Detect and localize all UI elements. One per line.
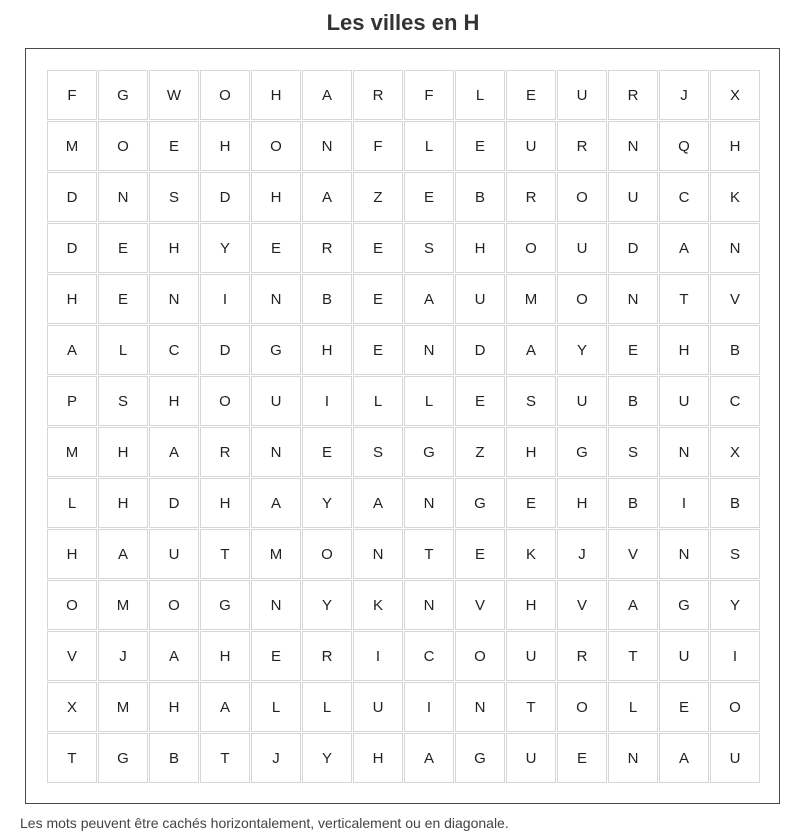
grid-cell[interactable]: N bbox=[404, 580, 454, 630]
grid-cell[interactable]: V bbox=[557, 580, 607, 630]
grid-cell[interactable]: H bbox=[149, 376, 199, 426]
grid-cell[interactable]: O bbox=[149, 580, 199, 630]
grid-cell[interactable]: C bbox=[659, 172, 709, 222]
grid-cell[interactable]: I bbox=[710, 631, 760, 681]
grid-cell[interactable]: C bbox=[710, 376, 760, 426]
grid-cell[interactable]: C bbox=[404, 631, 454, 681]
grid-cell[interactable]: G bbox=[455, 478, 505, 528]
grid-cell[interactable]: X bbox=[710, 427, 760, 477]
grid-cell[interactable]: H bbox=[98, 478, 148, 528]
grid-cell[interactable]: R bbox=[506, 172, 556, 222]
grid-cell[interactable]: E bbox=[149, 121, 199, 171]
grid-cell[interactable]: L bbox=[608, 682, 658, 732]
grid-cell[interactable]: R bbox=[302, 631, 352, 681]
grid-cell[interactable]: O bbox=[200, 70, 250, 120]
grid-cell[interactable]: A bbox=[251, 478, 301, 528]
grid-cell[interactable]: O bbox=[557, 172, 607, 222]
grid-cell[interactable]: H bbox=[302, 325, 352, 375]
grid-cell[interactable]: G bbox=[98, 70, 148, 120]
grid-cell[interactable]: H bbox=[200, 478, 250, 528]
grid-cell[interactable]: N bbox=[251, 580, 301, 630]
grid-cell[interactable]: A bbox=[608, 580, 658, 630]
grid-cell[interactable]: D bbox=[200, 325, 250, 375]
grid-cell[interactable]: A bbox=[659, 733, 709, 783]
grid-cell[interactable]: H bbox=[149, 682, 199, 732]
grid-cell[interactable]: F bbox=[353, 121, 403, 171]
grid-cell[interactable]: E bbox=[659, 682, 709, 732]
grid-cell[interactable]: A bbox=[302, 70, 352, 120]
grid-cell[interactable]: E bbox=[506, 478, 556, 528]
grid-cell[interactable]: D bbox=[47, 223, 97, 273]
grid-cell[interactable]: R bbox=[608, 70, 658, 120]
grid-cell[interactable]: T bbox=[506, 682, 556, 732]
grid-cell[interactable]: M bbox=[251, 529, 301, 579]
grid-cell[interactable]: T bbox=[608, 631, 658, 681]
page-title: Les villes en H bbox=[326, 10, 480, 35]
grid-cell[interactable]: E bbox=[353, 274, 403, 324]
grid-cell[interactable]: H bbox=[200, 631, 250, 681]
grid-cell[interactable]: V bbox=[455, 580, 505, 630]
grid-cell[interactable]: U bbox=[506, 631, 556, 681]
grid-cell[interactable]: Y bbox=[302, 478, 352, 528]
grid-cell[interactable]: J bbox=[98, 631, 148, 681]
grid-cell[interactable]: H bbox=[506, 580, 556, 630]
grid-cell[interactable]: R bbox=[302, 223, 352, 273]
grid-cell[interactable]: S bbox=[404, 223, 454, 273]
grid-cell[interactable]: U bbox=[506, 121, 556, 171]
grid-cell[interactable]: G bbox=[404, 427, 454, 477]
grid-cell[interactable]: A bbox=[149, 631, 199, 681]
grid-cell[interactable]: B bbox=[302, 274, 352, 324]
grid-cell[interactable]: D bbox=[149, 478, 199, 528]
grid-cell[interactable]: I bbox=[200, 274, 250, 324]
grid-cell[interactable]: J bbox=[557, 529, 607, 579]
grid-cell[interactable]: U bbox=[659, 631, 709, 681]
grid-cell[interactable]: H bbox=[455, 223, 505, 273]
grid-cell[interactable]: G bbox=[557, 427, 607, 477]
grid-cell[interactable]: O bbox=[455, 631, 505, 681]
grid-cell[interactable]: U bbox=[710, 733, 760, 783]
grid-cell[interactable]: L bbox=[404, 376, 454, 426]
grid-cell[interactable]: X bbox=[710, 70, 760, 120]
grid-cell[interactable]: V bbox=[47, 631, 97, 681]
grid-cell[interactable]: B bbox=[455, 172, 505, 222]
grid-cell[interactable]: N bbox=[608, 733, 658, 783]
grid-cell[interactable]: R bbox=[353, 70, 403, 120]
grid-cell[interactable]: N bbox=[404, 325, 454, 375]
grid-cell[interactable]: N bbox=[251, 427, 301, 477]
grid-cell[interactable]: U bbox=[557, 223, 607, 273]
grid-cell[interactable]: E bbox=[455, 529, 505, 579]
grid-cell[interactable]: H bbox=[200, 121, 250, 171]
grid-cell[interactable]: W bbox=[149, 70, 199, 120]
grid-cell[interactable]: G bbox=[251, 325, 301, 375]
grid-cell[interactable]: S bbox=[149, 172, 199, 222]
grid-cell[interactable]: G bbox=[98, 733, 148, 783]
grid-cell[interactable]: I bbox=[353, 631, 403, 681]
grid-cell[interactable]: N bbox=[98, 172, 148, 222]
grid-cell[interactable]: X bbox=[47, 682, 97, 732]
letter-grid bbox=[47, 70, 760, 783]
grid-cell[interactable]: J bbox=[251, 733, 301, 783]
grid-cell[interactable]: O bbox=[557, 274, 607, 324]
grid-cell[interactable]: B bbox=[608, 478, 658, 528]
grid-cell[interactable]: K bbox=[506, 529, 556, 579]
grid-cell[interactable]: K bbox=[710, 172, 760, 222]
grid-cell[interactable]: E bbox=[506, 70, 556, 120]
grid-cell[interactable]: U bbox=[608, 172, 658, 222]
grid-cell[interactable]: I bbox=[659, 478, 709, 528]
grid-cell[interactable]: R bbox=[557, 631, 607, 681]
grid-cell[interactable]: N bbox=[710, 223, 760, 273]
grid-cell[interactable]: H bbox=[710, 121, 760, 171]
grid-cell[interactable]: L bbox=[353, 376, 403, 426]
grid-cell[interactable]: S bbox=[608, 427, 658, 477]
grid-cell[interactable]: T bbox=[200, 733, 250, 783]
grid-cell[interactable]: L bbox=[251, 682, 301, 732]
grid-cell[interactable]: N bbox=[659, 529, 709, 579]
grid-cell[interactable]: U bbox=[353, 682, 403, 732]
grid-cell[interactable]: U bbox=[455, 274, 505, 324]
grid-cell[interactable]: A bbox=[404, 733, 454, 783]
grid-cell[interactable]: T bbox=[47, 733, 97, 783]
grid-cell[interactable]: N bbox=[353, 529, 403, 579]
grid-cell[interactable]: M bbox=[47, 427, 97, 477]
grid-cell[interactable]: E bbox=[353, 325, 403, 375]
grid-cell[interactable]: D bbox=[47, 172, 97, 222]
grid-cell[interactable]: S bbox=[506, 376, 556, 426]
grid-cell[interactable]: L bbox=[455, 70, 505, 120]
grid-cell[interactable]: U bbox=[506, 733, 556, 783]
grid-cell[interactable]: A bbox=[353, 478, 403, 528]
grid-cell[interactable]: L bbox=[47, 478, 97, 528]
grid-cell[interactable]: A bbox=[47, 325, 97, 375]
grid-cell[interactable]: E bbox=[251, 223, 301, 273]
grid-cell[interactable]: D bbox=[200, 172, 250, 222]
grid-cell[interactable]: H bbox=[47, 274, 97, 324]
grid-cell[interactable]: N bbox=[149, 274, 199, 324]
grid-cell[interactable]: H bbox=[251, 172, 301, 222]
instructions-text: Les mots peuvent être cachés horizontalement, verticalement ou en diagonale. bbox=[20, 815, 509, 831]
grid-cell[interactable]: M bbox=[47, 121, 97, 171]
grid-cell[interactable]: A bbox=[404, 274, 454, 324]
grid-cell[interactable]: N bbox=[659, 427, 709, 477]
grid-cell[interactable]: T bbox=[200, 529, 250, 579]
grid-cell[interactable]: E bbox=[404, 172, 454, 222]
grid-cell[interactable]: F bbox=[47, 70, 97, 120]
grid-cell[interactable]: Y bbox=[302, 733, 352, 783]
grid-cell[interactable]: H bbox=[149, 223, 199, 273]
grid-cell[interactable]: E bbox=[98, 274, 148, 324]
grid-cell[interactable]: U bbox=[557, 376, 607, 426]
grid-cell[interactable]: D bbox=[608, 223, 658, 273]
grid-cell[interactable]: U bbox=[149, 529, 199, 579]
grid-cell[interactable]: E bbox=[302, 427, 352, 477]
grid-cell[interactable]: E bbox=[251, 631, 301, 681]
grid-cell[interactable]: R bbox=[200, 427, 250, 477]
grid-cell[interactable]: C bbox=[149, 325, 199, 375]
grid-cell[interactable]: H bbox=[557, 478, 607, 528]
grid-cell[interactable]: O bbox=[557, 682, 607, 732]
grid-cell[interactable]: N bbox=[302, 121, 352, 171]
grid-cell[interactable]: F bbox=[404, 70, 454, 120]
grid-cell[interactable]: O bbox=[98, 121, 148, 171]
grid-cell[interactable]: J bbox=[659, 70, 709, 120]
grid-cell[interactable]: E bbox=[98, 223, 148, 273]
grid-cell[interactable]: Y bbox=[710, 580, 760, 630]
grid-cell[interactable]: V bbox=[710, 274, 760, 324]
grid-cell[interactable]: A bbox=[659, 223, 709, 273]
grid-cell[interactable]: E bbox=[353, 223, 403, 273]
grid-cell[interactable]: U bbox=[251, 376, 301, 426]
grid-cell[interactable]: M bbox=[98, 682, 148, 732]
grid-cell[interactable]: A bbox=[200, 682, 250, 732]
grid-cell[interactable]: L bbox=[98, 325, 148, 375]
grid-cell[interactable]: M bbox=[506, 274, 556, 324]
grid-cell[interactable]: Y bbox=[302, 580, 352, 630]
grid-cell[interactable]: H bbox=[98, 427, 148, 477]
grid-cell[interactable]: M bbox=[98, 580, 148, 630]
grid-cell[interactable]: N bbox=[404, 478, 454, 528]
grid-cell[interactable]: I bbox=[404, 682, 454, 732]
grid-cell[interactable]: D bbox=[455, 325, 505, 375]
grid-cell[interactable]: V bbox=[608, 529, 658, 579]
grid-cell[interactable]: Y bbox=[200, 223, 250, 273]
grid-cell[interactable]: H bbox=[251, 70, 301, 120]
grid-cell[interactable]: B bbox=[710, 325, 760, 375]
grid-cell[interactable]: H bbox=[353, 733, 403, 783]
grid-cell[interactable]: R bbox=[557, 121, 607, 171]
grid-cell[interactable]: O bbox=[251, 121, 301, 171]
grid-cell[interactable]: H bbox=[47, 529, 97, 579]
grid-cell[interactable]: O bbox=[302, 529, 352, 579]
grid-cell[interactable]: N bbox=[608, 274, 658, 324]
grid-cell[interactable]: Z bbox=[455, 427, 505, 477]
grid-cell[interactable]: K bbox=[353, 580, 403, 630]
grid-cell[interactable]: G bbox=[200, 580, 250, 630]
grid-cell[interactable]: Q bbox=[659, 121, 709, 171]
grid-cell[interactable]: O bbox=[200, 376, 250, 426]
grid-cell[interactable]: U bbox=[557, 70, 607, 120]
grid-cell[interactable]: A bbox=[506, 325, 556, 375]
grid-cell[interactable]: T bbox=[659, 274, 709, 324]
grid-cell[interactable]: E bbox=[455, 121, 505, 171]
grid-cell[interactable]: L bbox=[302, 682, 352, 732]
grid-cell[interactable]: Y bbox=[557, 325, 607, 375]
grid-cell[interactable]: Z bbox=[353, 172, 403, 222]
grid-cell[interactable]: O bbox=[710, 682, 760, 732]
grid-cell[interactable]: A bbox=[149, 427, 199, 477]
grid-cell[interactable]: B bbox=[149, 733, 199, 783]
grid-cell[interactable]: N bbox=[608, 121, 658, 171]
grid-cell[interactable]: A bbox=[98, 529, 148, 579]
grid-cell[interactable]: G bbox=[659, 580, 709, 630]
grid-cell[interactable]: G bbox=[455, 733, 505, 783]
grid-cell[interactable]: H bbox=[659, 325, 709, 375]
grid-cell[interactable]: N bbox=[251, 274, 301, 324]
grid-cell[interactable]: A bbox=[302, 172, 352, 222]
grid-cell[interactable]: H bbox=[506, 427, 556, 477]
grid-cell[interactable]: O bbox=[47, 580, 97, 630]
puzzle-frame bbox=[25, 48, 780, 804]
grid-cell[interactable]: E bbox=[608, 325, 658, 375]
grid-cell[interactable]: S bbox=[710, 529, 760, 579]
grid-cell[interactable]: O bbox=[506, 223, 556, 273]
grid-cell[interactable]: S bbox=[353, 427, 403, 477]
grid-cell[interactable]: E bbox=[455, 376, 505, 426]
grid-cell[interactable]: B bbox=[608, 376, 658, 426]
grid-cell[interactable]: N bbox=[455, 682, 505, 732]
grid-cell[interactable]: T bbox=[404, 529, 454, 579]
grid-cell[interactable]: I bbox=[302, 376, 352, 426]
grid-cell[interactable]: B bbox=[710, 478, 760, 528]
grid-cell[interactable]: L bbox=[404, 121, 454, 171]
grid-cell[interactable]: U bbox=[659, 376, 709, 426]
grid-cell[interactable]: P bbox=[47, 376, 97, 426]
grid-cell[interactable]: S bbox=[98, 376, 148, 426]
grid-cell[interactable]: E bbox=[557, 733, 607, 783]
